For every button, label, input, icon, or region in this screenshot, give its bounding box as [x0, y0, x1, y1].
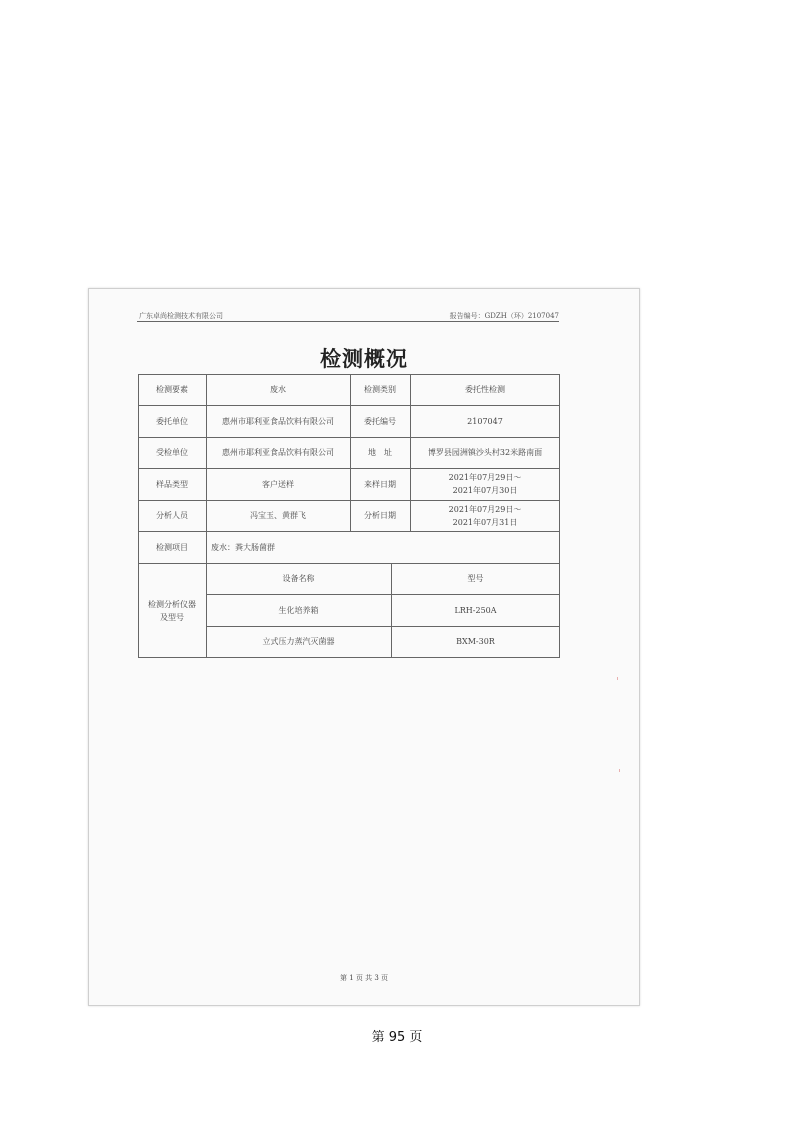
value-analysts: 冯宝玉、黄群飞 — [250, 511, 306, 520]
value-test-items: 废水：粪大肠菌群 — [211, 542, 275, 552]
value-address: 博罗县园洲镇沙头村32米路南面 — [427, 448, 543, 457]
receipt-date-start: 2021年07月29日～ — [448, 473, 522, 482]
instrument-model: BXM-30R — [456, 637, 495, 646]
scanned-report-page — [88, 288, 640, 1006]
analysis-date-end: 2021年07月31日 — [452, 517, 518, 527]
receipt-date-end: 2021年07月30日 — [452, 486, 518, 495]
scan-artifact — [619, 769, 620, 772]
label-client: 委托单位 — [156, 416, 188, 426]
value-sample-type: 客户送样 — [262, 479, 294, 489]
header-equipment-name: 设备名称 — [282, 574, 315, 583]
label-instruments — [138, 563, 206, 658]
label-test-element: 检测要素 — [156, 385, 188, 394]
value-sample-receipt-date — [410, 468, 560, 500]
scan-artifact — [617, 677, 618, 680]
value-inspected-unit: 惠州市耶利亚食品饮料有限公司 — [222, 448, 334, 457]
label-analysis-date: 分析日期 — [364, 511, 396, 520]
header-rule — [137, 321, 559, 322]
label-test-items: 检测项目 — [156, 542, 188, 552]
label-sample-type: 样品类型 — [156, 479, 188, 489]
header-model: 型号 — [467, 574, 484, 583]
analysis-date-start: 2021年07月29日～ — [448, 504, 522, 514]
label-commission-number: 委托编号 — [364, 416, 396, 426]
value-commission-number: 2107047 — [467, 416, 503, 426]
instrument-name: 立式压力蒸汽灭菌器 — [262, 637, 335, 646]
value-test-category: 委托性检测 — [465, 385, 505, 394]
instrument-model: LRH-250A — [454, 605, 497, 615]
value-test-element: 废水 — [270, 385, 286, 394]
instruments-label-line1: 检测分析仪器 — [148, 599, 196, 609]
value-client: 惠州市耶利亚食品饮料有限公司 — [222, 416, 334, 426]
instrument-name: 生化培养箱 — [278, 605, 319, 615]
scan-page-footer: 第 1 页 共 3 页 — [339, 974, 389, 982]
label-test-category: 检测类别 — [364, 385, 396, 394]
company-name: 广东卓尚检测技术有限公司 — [139, 312, 223, 320]
instruments-label-line2: 及型号 — [160, 612, 184, 622]
label-inspected-unit: 受检单位 — [156, 448, 188, 457]
value-analysis-date — [410, 500, 560, 531]
overview-table — [138, 374, 560, 658]
document-title: 检测概况 — [320, 346, 408, 371]
label-analysts: 分析人员 — [156, 511, 188, 520]
label-sample-receipt-date: 来样日期 — [364, 479, 396, 489]
page-number: 第 95 页 — [371, 1030, 423, 1045]
report-number: 报告编号：GDZH（环）2107047 — [449, 312, 559, 320]
label-address: 地 址 — [368, 448, 392, 457]
